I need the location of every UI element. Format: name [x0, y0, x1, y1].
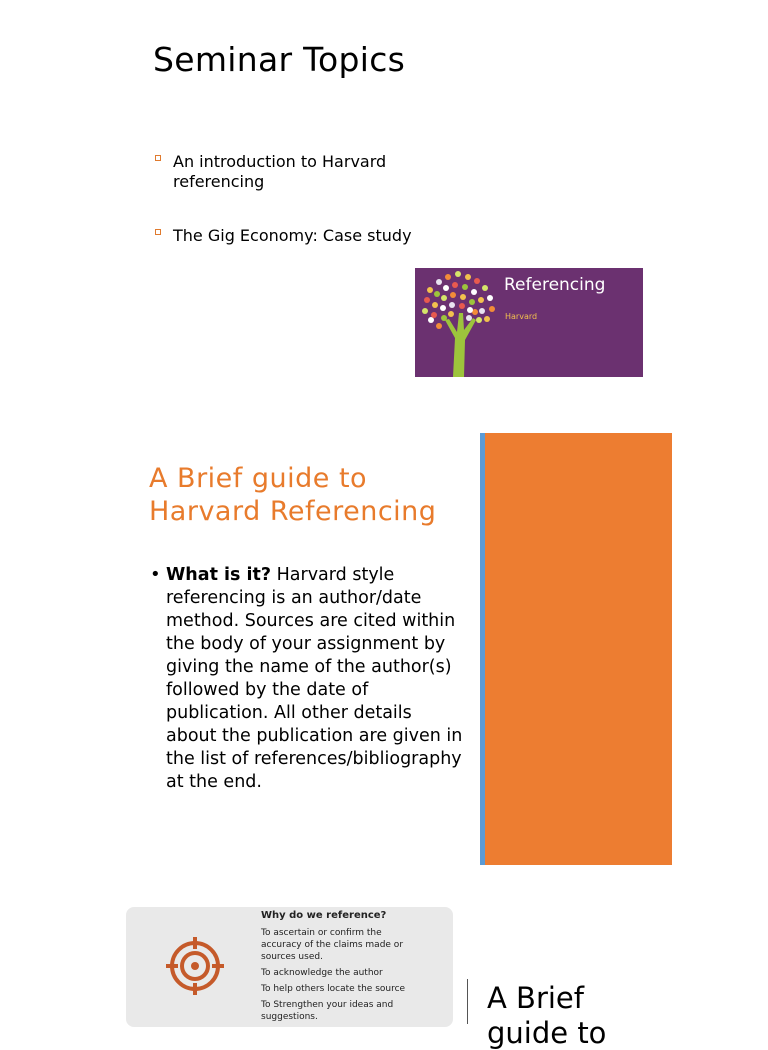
why-item-line: suggestions. [261, 1012, 318, 1022]
guide-line-7: publication. All other details [166, 703, 412, 723]
why-reference-heading: Why do we reference? [261, 910, 387, 921]
why-item-line: sources used. [261, 952, 323, 962]
bullet-square-icon [155, 229, 161, 235]
guide-line-6: followed by the date of [166, 680, 369, 700]
guide-bullet-bold: What is it? [166, 565, 272, 585]
why-item-line: To help others locate the source [261, 984, 406, 994]
guide-line-4: the body of your assignment by [166, 634, 446, 654]
why-item-line: accuracy of the claims made or [261, 940, 404, 950]
guide-line-5: giving the name of the author(s) [166, 657, 452, 677]
slide-title: Seminar Topics [153, 40, 406, 79]
topic-item-2: The Gig Economy: Case study [173, 226, 412, 245]
guide-line-8: about the publication are given in [166, 726, 463, 746]
why-item-line: To Strengthen your ideas and [261, 1000, 394, 1010]
target-icon [164, 935, 226, 997]
why-item-line: To acknowledge the author [261, 968, 383, 978]
referencing-banner-image [415, 268, 643, 377]
orange-accent-panel [480, 433, 672, 865]
bullet-square-icon [155, 155, 161, 161]
guide-title-line2: Harvard Referencing [149, 496, 437, 527]
banner-title: Referencing [504, 275, 606, 295]
guide-line-3: method. Sources are cited within [166, 611, 456, 631]
guide-title [149, 462, 436, 528]
guide-line-10: at the end. [166, 772, 262, 792]
brief-guide-title-line1: A Brief [487, 981, 584, 1015]
guide-line-2: referencing is an author/date [166, 588, 422, 608]
topic-item-1-line1: An introduction to Harvard [173, 152, 387, 171]
banner-subtitle: Harvard [505, 312, 538, 321]
guide-line-1-text: Harvard style [271, 565, 395, 585]
brief-guide-title-line2: guide to [487, 1016, 607, 1050]
guide-title-line1: A Brief guide to [149, 463, 368, 494]
guide-line-9: the list of references/bibliography [166, 749, 462, 769]
topic-item-1 [173, 152, 386, 192]
tree-icon [415, 268, 505, 377]
topic-item-1-line2: referencing [173, 172, 265, 191]
vertical-divider [467, 979, 468, 1024]
bullet-dot-icon: • [150, 564, 161, 585]
why-item-line: To ascertain or confirm the [261, 928, 382, 938]
guide-line-1 [166, 564, 466, 587]
guide-bullet-text [166, 564, 466, 794]
